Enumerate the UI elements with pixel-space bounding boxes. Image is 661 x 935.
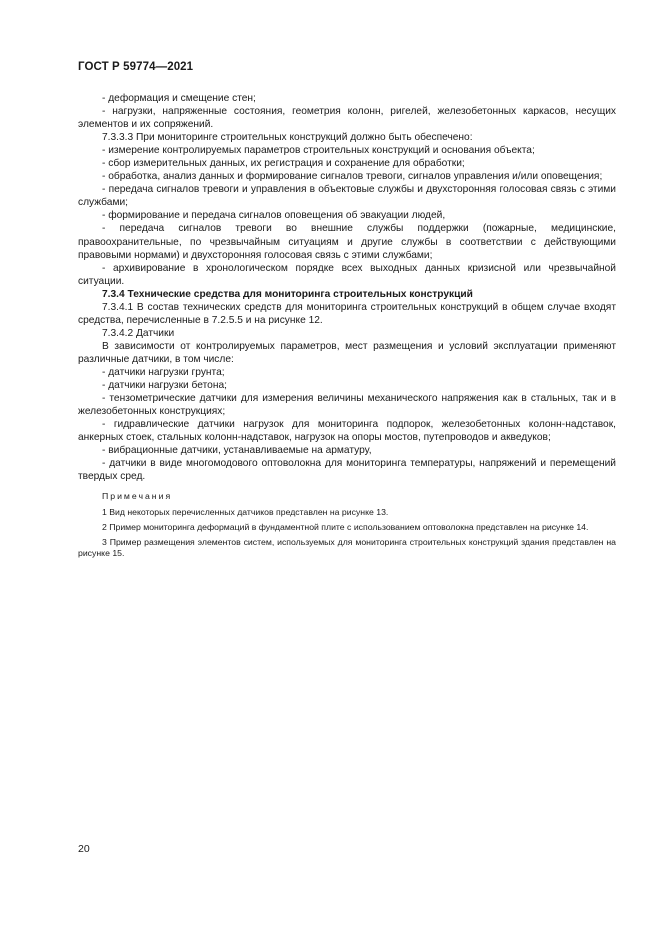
- paragraph: - формирование и передача сигналов оповещения об эвакуации людей,: [102, 210, 446, 222]
- page-number: 20: [78, 843, 90, 855]
- paragraph: - измерение контролируемых параметров строительных конструкций и основания объекта;: [102, 145, 535, 157]
- paragraph: - датчики в виде многомодового оптоволокна для мониторинга температуры, напряжений и перемещений твердых сред.: [78, 458, 616, 483]
- paragraph: 7.3.4.1 В состав технических средств для мониторинга строительных конструкций в общем случае входят средства, перечисленные в 7.2.5.5 и на рисунке 12.: [78, 301, 616, 326]
- paragraph: - вибрационные датчики, устанавливаемые на арматуру,: [102, 445, 372, 457]
- notes-block: [78, 491, 616, 559]
- paragraph: - деформация и смещение стен;: [102, 93, 256, 104]
- paragraph: В зависимости от контролируемых параметров, мест размещения и условий эксплуатации применяют различные датчики, в том числе:: [78, 340, 616, 365]
- note-item: 1 Вид некоторых перечисленных датчиков представлен на рисунке 13.: [102, 506, 389, 517]
- document-header: ГОСТ Р 59774—2021: [78, 61, 194, 73]
- paragraph: - сбор измерительных данных, их регистрация и сохранение для обработки;: [102, 158, 465, 170]
- paragraph: - нагрузки, напряженные состояния, геометрия колонн, ригелей, железобетонных каркасов, несущих элементов и их сопряжений.: [78, 106, 616, 131]
- subsection-heading: 7.3.4.2 Датчики: [102, 327, 175, 339]
- section-heading: 7.3.4 Технические средства для мониторинга строительных конструкций: [102, 288, 473, 300]
- paragraph: - гидравлические датчики нагрузок для мониторинга подпорок, железобетонных колонн-надставок, анкерных стоек, стальных колонн-надставок, нагрузок на опоры мостов, путепроводов и акведуков;: [78, 419, 616, 444]
- note-item: 3 Пример размещения элементов систем, используемых для мониторинга строительных конструкций здания представлен на рисунке 15.: [78, 537, 616, 559]
- document-body: [78, 92, 616, 563]
- note-item: 2 Пример мониторинга деформаций в фундаментной плите с использованием оптоволокна представлен на рисунке 14.: [102, 521, 589, 532]
- paragraph: - архивирование в хронологическом порядке всех выходных данных кризисной или чрезвычайной ситуации.: [78, 262, 616, 287]
- paragraph: - обработка, анализ данных и формирование сигналов тревоги, сигналов управления и/или оповещения;: [102, 171, 603, 183]
- paragraph: - датчики нагрузки грунта;: [102, 366, 225, 378]
- paragraph: - передача сигналов тревоги и управления в объектовые службы и двухсторонняя голосовая связь с этими службами;: [78, 184, 616, 209]
- paragraph: 7.3.3.3 При мониторинге строительных конструкций должно быть обеспечено:: [102, 132, 473, 144]
- paragraph: - передача сигналов тревоги во внешние службы поддержки (пожарные, медицинские, правоохранительные, по чрезвычайным ситуациям и другие службы в соответствии с действующими правовыми нормами) и двухсторонняя голосовая связь с этими службами;: [78, 223, 616, 261]
- paragraph: - тензометрические датчики для измерения величины механического напряжения как в стальных, так и в железобетонных конструкциях;: [78, 393, 616, 418]
- notes-title: Примечания: [102, 491, 173, 502]
- paragraph: - датчики нагрузки бетона;: [102, 380, 227, 392]
